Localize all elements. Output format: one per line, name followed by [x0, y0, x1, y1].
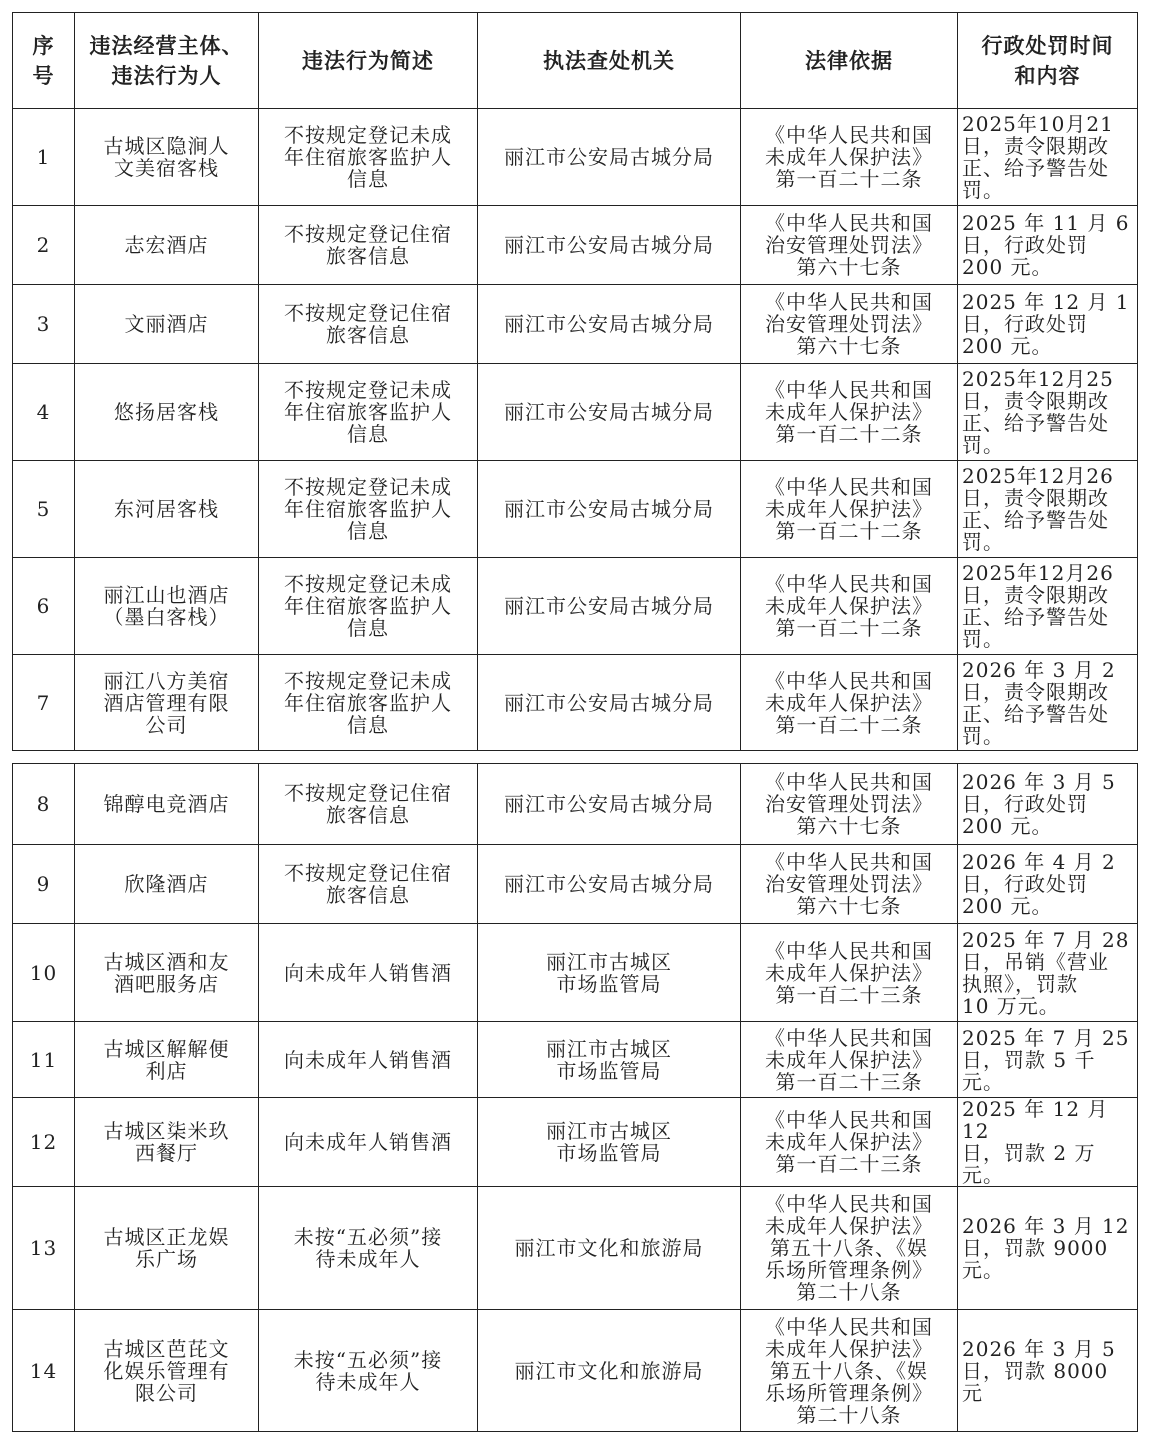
header-penalty: 行政处罚时间 和内容	[958, 13, 1138, 109]
cell-authority: 丽江市公安局古城分局	[478, 845, 741, 924]
cell-index: 2	[13, 206, 75, 285]
cell-legal-basis: 《中华人民共和国 未成年人保护法》 第五十八条、《娱 乐场所管理条例》 第二十八条	[741, 1310, 958, 1432]
cell-penalty: 2025年12月25 日，责令限期改 正、给予警告处 罚。	[958, 364, 1138, 461]
cell-authority: 丽江市公安局古城分局	[478, 764, 741, 845]
cell-penalty: 2025 年 12 月 1 日，行政处罚 200 元。	[958, 285, 1138, 364]
cell-entity: 悠扬居客栈	[75, 364, 259, 461]
cell-authority: 丽江市公安局古城分局	[478, 461, 741, 558]
cell-index: 10	[13, 924, 75, 1022]
cell-penalty: 2026 年 3 月 12 日，罚款 9000 元。	[958, 1187, 1138, 1310]
cell-penalty: 2025 年 11 月 6 日，行政处罚 200 元。	[958, 206, 1138, 285]
cell-entity: 古城区隐涧人 文美宿客栈	[75, 109, 259, 206]
cell-violation: 向未成年人销售酒	[259, 924, 478, 1022]
cell-legal-basis: 《中华人民共和国 未成年人保护法》 第一百二十三条	[741, 1022, 958, 1098]
cell-authority: 丽江市文化和旅游局	[478, 1310, 741, 1432]
cell-legal-basis: 《中华人民共和国 未成年人保护法》 第一百二十二条	[741, 461, 958, 558]
cell-penalty: 2026 年 3 月 5 日，罚款 8000 元	[958, 1310, 1138, 1432]
cell-entity: 欣隆酒店	[75, 845, 259, 924]
table-row	[13, 1187, 1138, 1310]
cell-penalty: 2025 年 7 月 25 日，罚款 5 千 元。	[958, 1022, 1138, 1098]
header-legal-basis: 法律依据	[741, 13, 958, 109]
table-row	[13, 1022, 1138, 1098]
cell-violation: 不按规定登记未成 年住宿旅客监护人 信息	[259, 655, 478, 751]
cell-entity: 文丽酒店	[75, 285, 259, 364]
header-entity: 违法经营主体、 违法行为人	[75, 13, 259, 109]
cell-violation: 不按规定登记未成 年住宿旅客监护人 信息	[259, 364, 478, 461]
table-row	[13, 558, 1138, 655]
cell-entity: 锦醇电竞酒店	[75, 764, 259, 845]
cell-violation: 未按“五必须”接 待未成年人	[259, 1310, 478, 1432]
cell-index: 3	[13, 285, 75, 364]
cell-index: 13	[13, 1187, 75, 1310]
cell-violation: 未按“五必须”接 待未成年人	[259, 1187, 478, 1310]
cell-entity: 古城区芭芘文 化娱乐管理有 限公司	[75, 1310, 259, 1432]
cell-violation: 不按规定登记未成 年住宿旅客监护人 信息	[259, 558, 478, 655]
cell-index: 9	[13, 845, 75, 924]
cell-index: 12	[13, 1098, 75, 1187]
cell-legal-basis: 《中华人民共和国 未成年人保护法》 第一百二十二条	[741, 364, 958, 461]
cell-authority: 丽江市文化和旅游局	[478, 1187, 741, 1310]
cell-violation: 不按规定登记住宿 旅客信息	[259, 285, 478, 364]
cell-legal-basis: 《中华人民共和国 未成年人保护法》 第一百二十二条	[741, 109, 958, 206]
cell-authority: 丽江市公安局古城分局	[478, 558, 741, 655]
cell-index: 14	[13, 1310, 75, 1432]
cell-penalty: 2025 年 7 月 28 日，吊销《营业 执照》，罚款 10 万元。	[958, 924, 1138, 1022]
cell-legal-basis: 《中华人民共和国 治安管理处罚法》 第六十七条	[741, 285, 958, 364]
cell-penalty: 2025年12月26 日，责令限期改 正、给予警告处 罚。	[958, 461, 1138, 558]
cell-authority: 丽江市公安局古城分局	[478, 285, 741, 364]
cell-violation: 向未成年人销售酒	[259, 1098, 478, 1187]
table-header-row	[13, 13, 1138, 109]
cell-entity: 古城区解解便 利店	[75, 1022, 259, 1098]
cell-penalty: 2025年10月21 日，责令限期改 正、给予警告处 罚。	[958, 109, 1138, 206]
cell-authority: 丽江市古城区 市场监管局	[478, 924, 741, 1022]
cell-authority: 丽江市古城区 市场监管局	[478, 1022, 741, 1098]
cell-penalty: 2025 年 12 月 12 日，罚款 2 万 元。	[958, 1098, 1138, 1187]
cell-index: 8	[13, 764, 75, 845]
cell-violation: 不按规定登记未成 年住宿旅客监护人 信息	[259, 461, 478, 558]
table-row	[13, 764, 1138, 845]
cell-violation: 不按规定登记住宿 旅客信息	[259, 206, 478, 285]
cell-authority: 丽江市公安局古城分局	[478, 109, 741, 206]
cell-entity: 古城区柒米玖 西餐厅	[75, 1098, 259, 1187]
cell-legal-basis: 《中华人民共和国 未成年人保护法》 第一百二十二条	[741, 655, 958, 751]
header-index: 序 号	[13, 13, 75, 109]
cell-index: 11	[13, 1022, 75, 1098]
table-row	[13, 1310, 1138, 1432]
penalty-table-part-1	[12, 12, 1138, 751]
cell-legal-basis: 《中华人民共和国 治安管理处罚法》 第六十七条	[741, 206, 958, 285]
cell-legal-basis: 《中华人民共和国 未成年人保护法》 第五十八条、《娱 乐场所管理条例》 第二十八条	[741, 1187, 958, 1310]
cell-legal-basis: 《中华人民共和国 治安管理处罚法》 第六十七条	[741, 764, 958, 845]
penalty-table-part-2	[12, 763, 1138, 1432]
cell-legal-basis: 《中华人民共和国 未成年人保护法》 第一百二十二条	[741, 558, 958, 655]
cell-index: 5	[13, 461, 75, 558]
table-row	[13, 109, 1138, 206]
cell-index: 7	[13, 655, 75, 751]
header-authority: 执法查处机关	[478, 13, 741, 109]
cell-legal-basis: 《中华人民共和国 未成年人保护法》 第一百二十三条	[741, 1098, 958, 1187]
table-row	[13, 364, 1138, 461]
table-row	[13, 655, 1138, 751]
cell-entity: 志宏酒店	[75, 206, 259, 285]
table-row	[13, 285, 1138, 364]
cell-penalty: 2025年12月26 日，责令限期改 正、给予警告处 罚。	[958, 558, 1138, 655]
cell-authority: 丽江市公安局古城分局	[478, 206, 741, 285]
cell-legal-basis: 《中华人民共和国 未成年人保护法》 第一百二十三条	[741, 924, 958, 1022]
cell-entity: 古城区酒和友 酒吧服务店	[75, 924, 259, 1022]
cell-entity: 丽江八方美宿 酒店管理有限 公司	[75, 655, 259, 751]
cell-entity: 丽江山也酒店 （墨白客栈）	[75, 558, 259, 655]
cell-violation: 不按规定登记住宿 旅客信息	[259, 845, 478, 924]
table-row	[13, 1098, 1138, 1187]
cell-violation: 不按规定登记未成 年住宿旅客监护人 信息	[259, 109, 478, 206]
cell-penalty: 2026 年 4 月 2 日，行政处罚 200 元。	[958, 845, 1138, 924]
header-violation: 违法行为简述	[259, 13, 478, 109]
table-row	[13, 206, 1138, 285]
cell-entity: 东河居客栈	[75, 461, 259, 558]
cell-authority: 丽江市公安局古城分局	[478, 364, 741, 461]
cell-penalty: 2026 年 3 月 5 日，行政处罚 200 元。	[958, 764, 1138, 845]
cell-authority: 丽江市公安局古城分局	[478, 655, 741, 751]
table-row	[13, 845, 1138, 924]
cell-entity: 古城区正龙娱 乐广场	[75, 1187, 259, 1310]
cell-index: 4	[13, 364, 75, 461]
cell-penalty: 2026 年 3 月 2 日，责令限期改 正、给予警告处 罚。	[958, 655, 1138, 751]
cell-legal-basis: 《中华人民共和国 治安管理处罚法》 第六十七条	[741, 845, 958, 924]
cell-index: 6	[13, 558, 75, 655]
cell-violation: 向未成年人销售酒	[259, 1022, 478, 1098]
table-row	[13, 924, 1138, 1022]
cell-index: 1	[13, 109, 75, 206]
cell-violation: 不按规定登记住宿 旅客信息	[259, 764, 478, 845]
table-row	[13, 461, 1138, 558]
cell-authority: 丽江市古城区 市场监管局	[478, 1098, 741, 1187]
